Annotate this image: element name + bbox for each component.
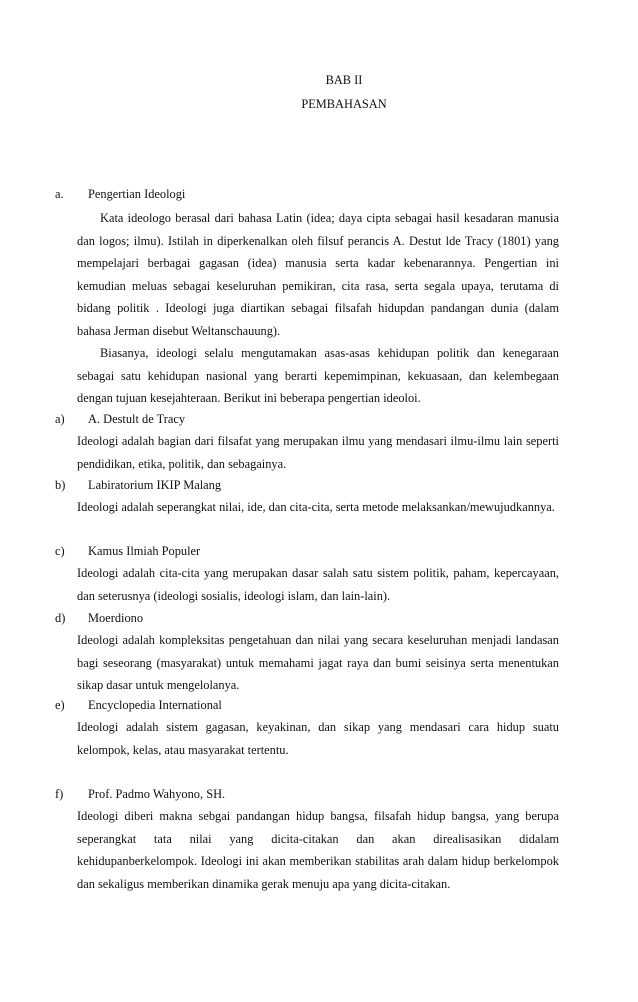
paragraph: Kata ideologo berasal dari bahasa Latin (idea; daya cipta sebagai hasil kesadaran manusia dan logos; ilmu). Istilah in diperkenalkan oleh filsuf perancis A. Destut lde Tracy (1801) yang mempelajari berbagai gagasan (idea) manusia serta kadar kebenarannya. Pengertian ini kemudian meluas sebagai keseluruhan pemikiran, cita rasa, serta segala upaya, terutama di bidang politik . Ideologi juga diartikan sebagai filsafah hidupdan pandangan dunia (dalam bahasa Jerman disebut Weltanschauung). <box>77 211 559 338</box>
definition-label: f) <box>55 787 64 801</box>
definition-text: Ideologi adalah bagian dari filsafat yang merupakan ilmu yang mendasari ilmu-ilmu lain seperti pendidikan, etika, politik, dan sebagainya. <box>77 434 559 471</box>
definition-text: Ideologi adalah kompleksitas pengetahuan dan nilai yang secara keseluruhan menjadi landasan bagi seseorang (masyarakat) untuk memahami jagat raya dan bumi seisinya serta menentukan sikap dasar untuk mengelolanya. <box>77 633 559 692</box>
section-label: a. <box>55 187 64 201</box>
definition-label: d) <box>55 611 66 625</box>
definition-label: a) <box>55 412 65 426</box>
definition-label: c) <box>55 544 65 558</box>
definition-text: Ideologi adalah cita-cita yang merupakan dasar salah satu sistem politik, paham, kepercayaan, dan seterusnya (ideologi sosialis, ideologi islam, dan lain-lain). <box>77 566 559 603</box>
definition-label: b) <box>55 478 66 492</box>
definition-title: Prof. Padmo Wahyono, SH. <box>88 787 226 801</box>
definition-text: Ideologi adalah sistem gagasan, keyakinan, dan sikap yang mendasari cara hidup suatu kelompok, kelas, atau masyarakat tertentu. <box>77 720 559 757</box>
definition-title: A. Destult de Tracy <box>88 412 186 426</box>
chapter-heading: BAB II <box>325 73 363 87</box>
paragraph: Biasanya, ideologi selalu mengutamakan asas-asas kehidupan politik dan kenegaraan sebagai satu kehidupan nasional yang berarti kepemimpinan, kekuasaan, dan kelembegaan dengan tujuan kesejahteraan. Berikut ini beberapa pengertian ideoloi. <box>77 346 559 405</box>
section-body <box>77 207 559 410</box>
definition-text: Ideologi adalah seperangkat nilai, ide, dan cita-cita, serta metode melaksankan/mewujudkannya. <box>77 500 555 514</box>
section-title: Pengertian Ideologi <box>88 187 186 201</box>
chapter-subtitle: PEMBAHASAN <box>301 97 387 111</box>
definition-title: Encyclopedia International <box>88 698 222 712</box>
definition-title: Kamus Ilmiah Populer <box>88 544 201 558</box>
definition-label: e) <box>55 698 65 712</box>
definition-text: Ideologi diberi makna sebgai pandangan hidup bangsa, filsafah hidup bangsa, yang berupa seperangkat tata nilai yang dicita-citakan dan akan direalisasikan didalam kehidupanberkelompok. Ideologi ini akan memberikan stabilitas arah dalam hidup berkelompok dan sekaligus memberikan dinamika gerak menuju apa yang dicita-citakan. <box>77 809 559 891</box>
definition-title: Moerdiono <box>88 611 144 625</box>
definition-title: Labiratorium IKIP Malang <box>88 478 222 492</box>
